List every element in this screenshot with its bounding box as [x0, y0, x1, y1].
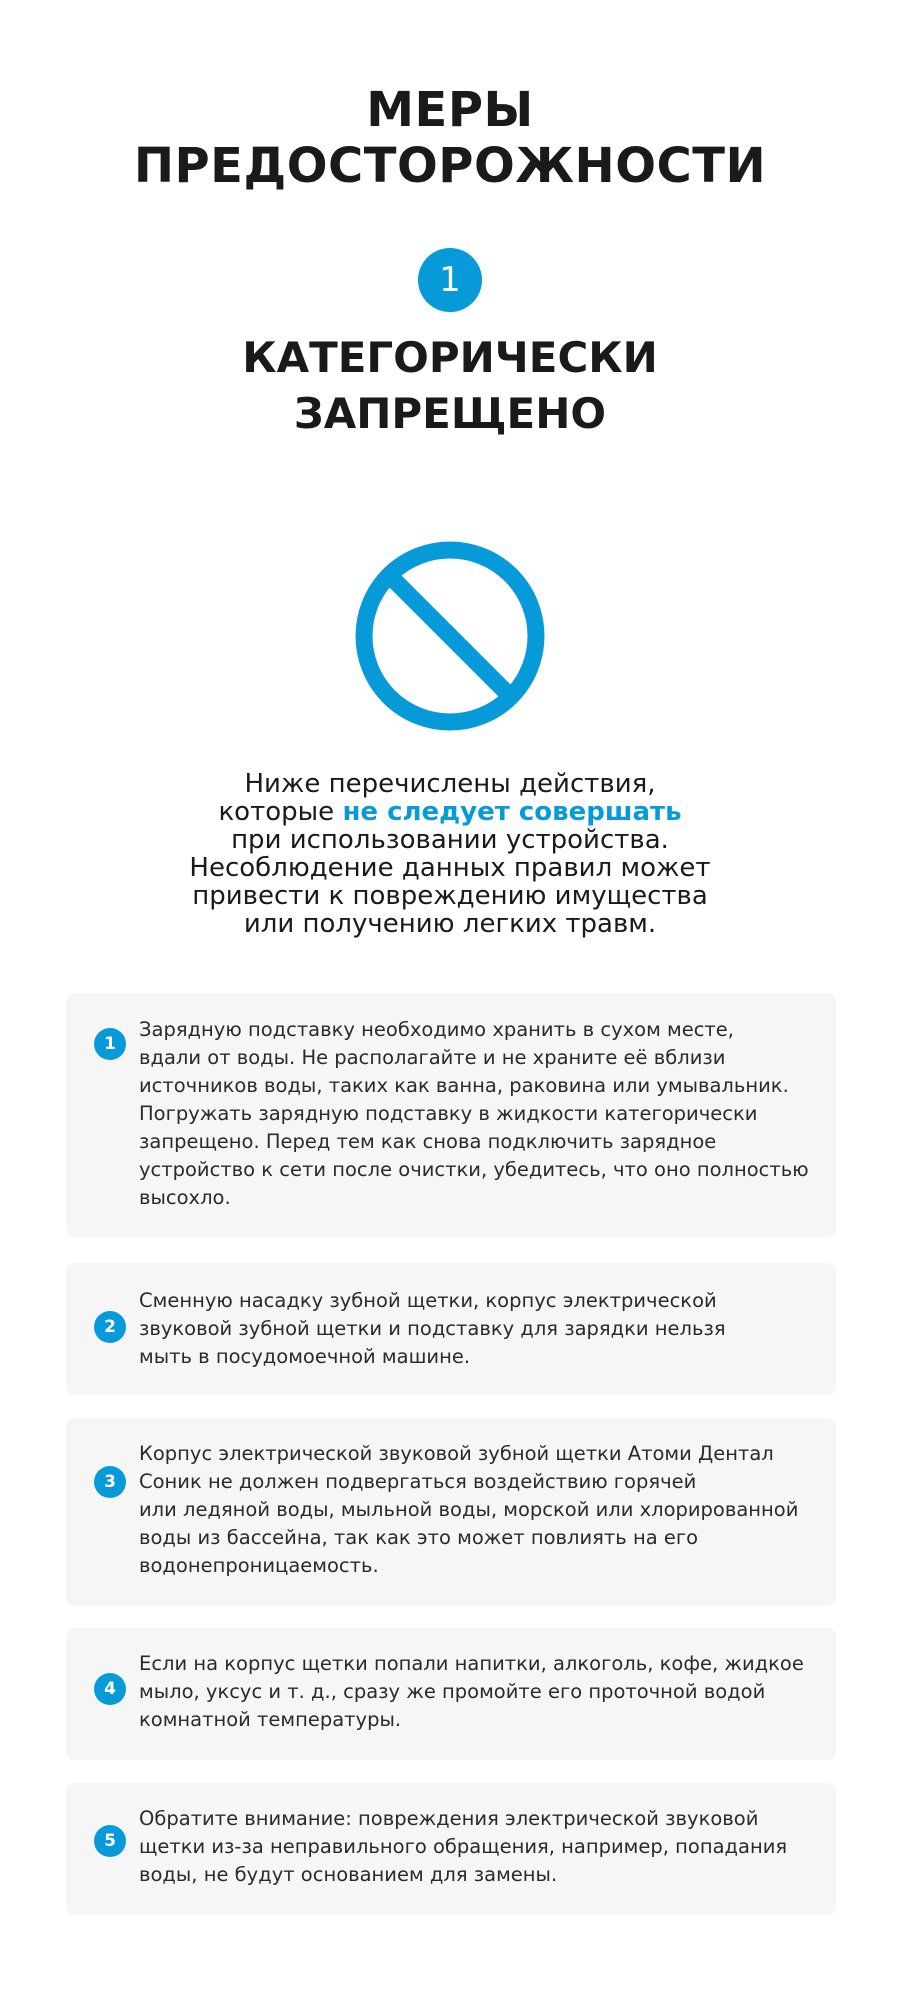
precaution-number-badge: 1 — [94, 1028, 126, 1060]
intro-line: при использовании устройства. — [231, 825, 669, 855]
section-title-line2: ЗАПРЕЩЕНО — [293, 389, 607, 438]
precaution-text: Обратите внимание: повреждения электрической звуковой щетки из-за неправильного обращения, например, попадания воды, не будут основанием для замены. — [139, 1807, 788, 1886]
precaution-card — [66, 1263, 836, 1395]
precaution-text: Если на корпус щетки попали напитки, алкоголь, кофе, жидкое мыло, уксус и т. д., сразу же промойте его проточной водой комнатной температуры. — [139, 1652, 804, 1731]
intro-accent: не следует совершать — [342, 797, 682, 827]
precaution-text: Корпус электрической звуковой зубной щетки Атоми Дентал Соник не должен подвергаться воздействию горячей или ледяной воды, мыльной воды, морской или хлорированной воды из бассейна, так как это может повлиять на его водонепроницаемость. — [139, 1442, 799, 1577]
section-title — [0, 330, 900, 442]
precaution-card — [66, 993, 836, 1237]
precaution-number-badge: 5 — [94, 1825, 126, 1857]
prohibited-icon — [350, 536, 550, 736]
precaution-number-badge: 2 — [94, 1311, 126, 1343]
section-number-badge: 1 — [418, 248, 482, 312]
intro-line: привести к повреждению имущества — [192, 881, 708, 911]
intro-line-prefix: которые — [218, 797, 343, 827]
intro-text — [100, 770, 800, 938]
section-title-line1: КАТЕГОРИЧЕСКИ — [242, 333, 658, 382]
intro-line: Ниже перечислены действия, — [244, 769, 656, 799]
precaution-card — [66, 1628, 836, 1760]
precaution-card — [66, 1418, 836, 1606]
precaution-text: Зарядную подставку необходимо хранить в сухом месте, вдали от воды. Не располагайте и не храните её вблизи источников воды, таких как ванна, раковина или умывальник. Погружать зарядную подставку в жидкости категорически запрещено. Перед тем как снова подключить зарядное устройство к сети после очистки, убедитесь, что оно полностью высохло. — [139, 1018, 809, 1209]
intro-line: Несоблюдение данных правил может — [189, 853, 711, 883]
precaution-number-badge: 3 — [94, 1466, 126, 1498]
intro-line — [100, 798, 800, 826]
precaution-card — [66, 1783, 836, 1915]
page-title — [0, 82, 900, 194]
page-title-line1: МЕРЫ — [366, 82, 534, 138]
intro-line: или получению легких травм. — [243, 909, 657, 939]
page-title-line2: ПРЕДОСТОРОЖНОСТИ — [133, 138, 767, 194]
precaution-number-badge: 4 — [94, 1673, 126, 1705]
precaution-text: Сменную насадку зубной щетки, корпус электрической звуковой зубной щетки и подставку для зарядки нельзя мыть в посудомоечной машине. — [139, 1289, 726, 1368]
